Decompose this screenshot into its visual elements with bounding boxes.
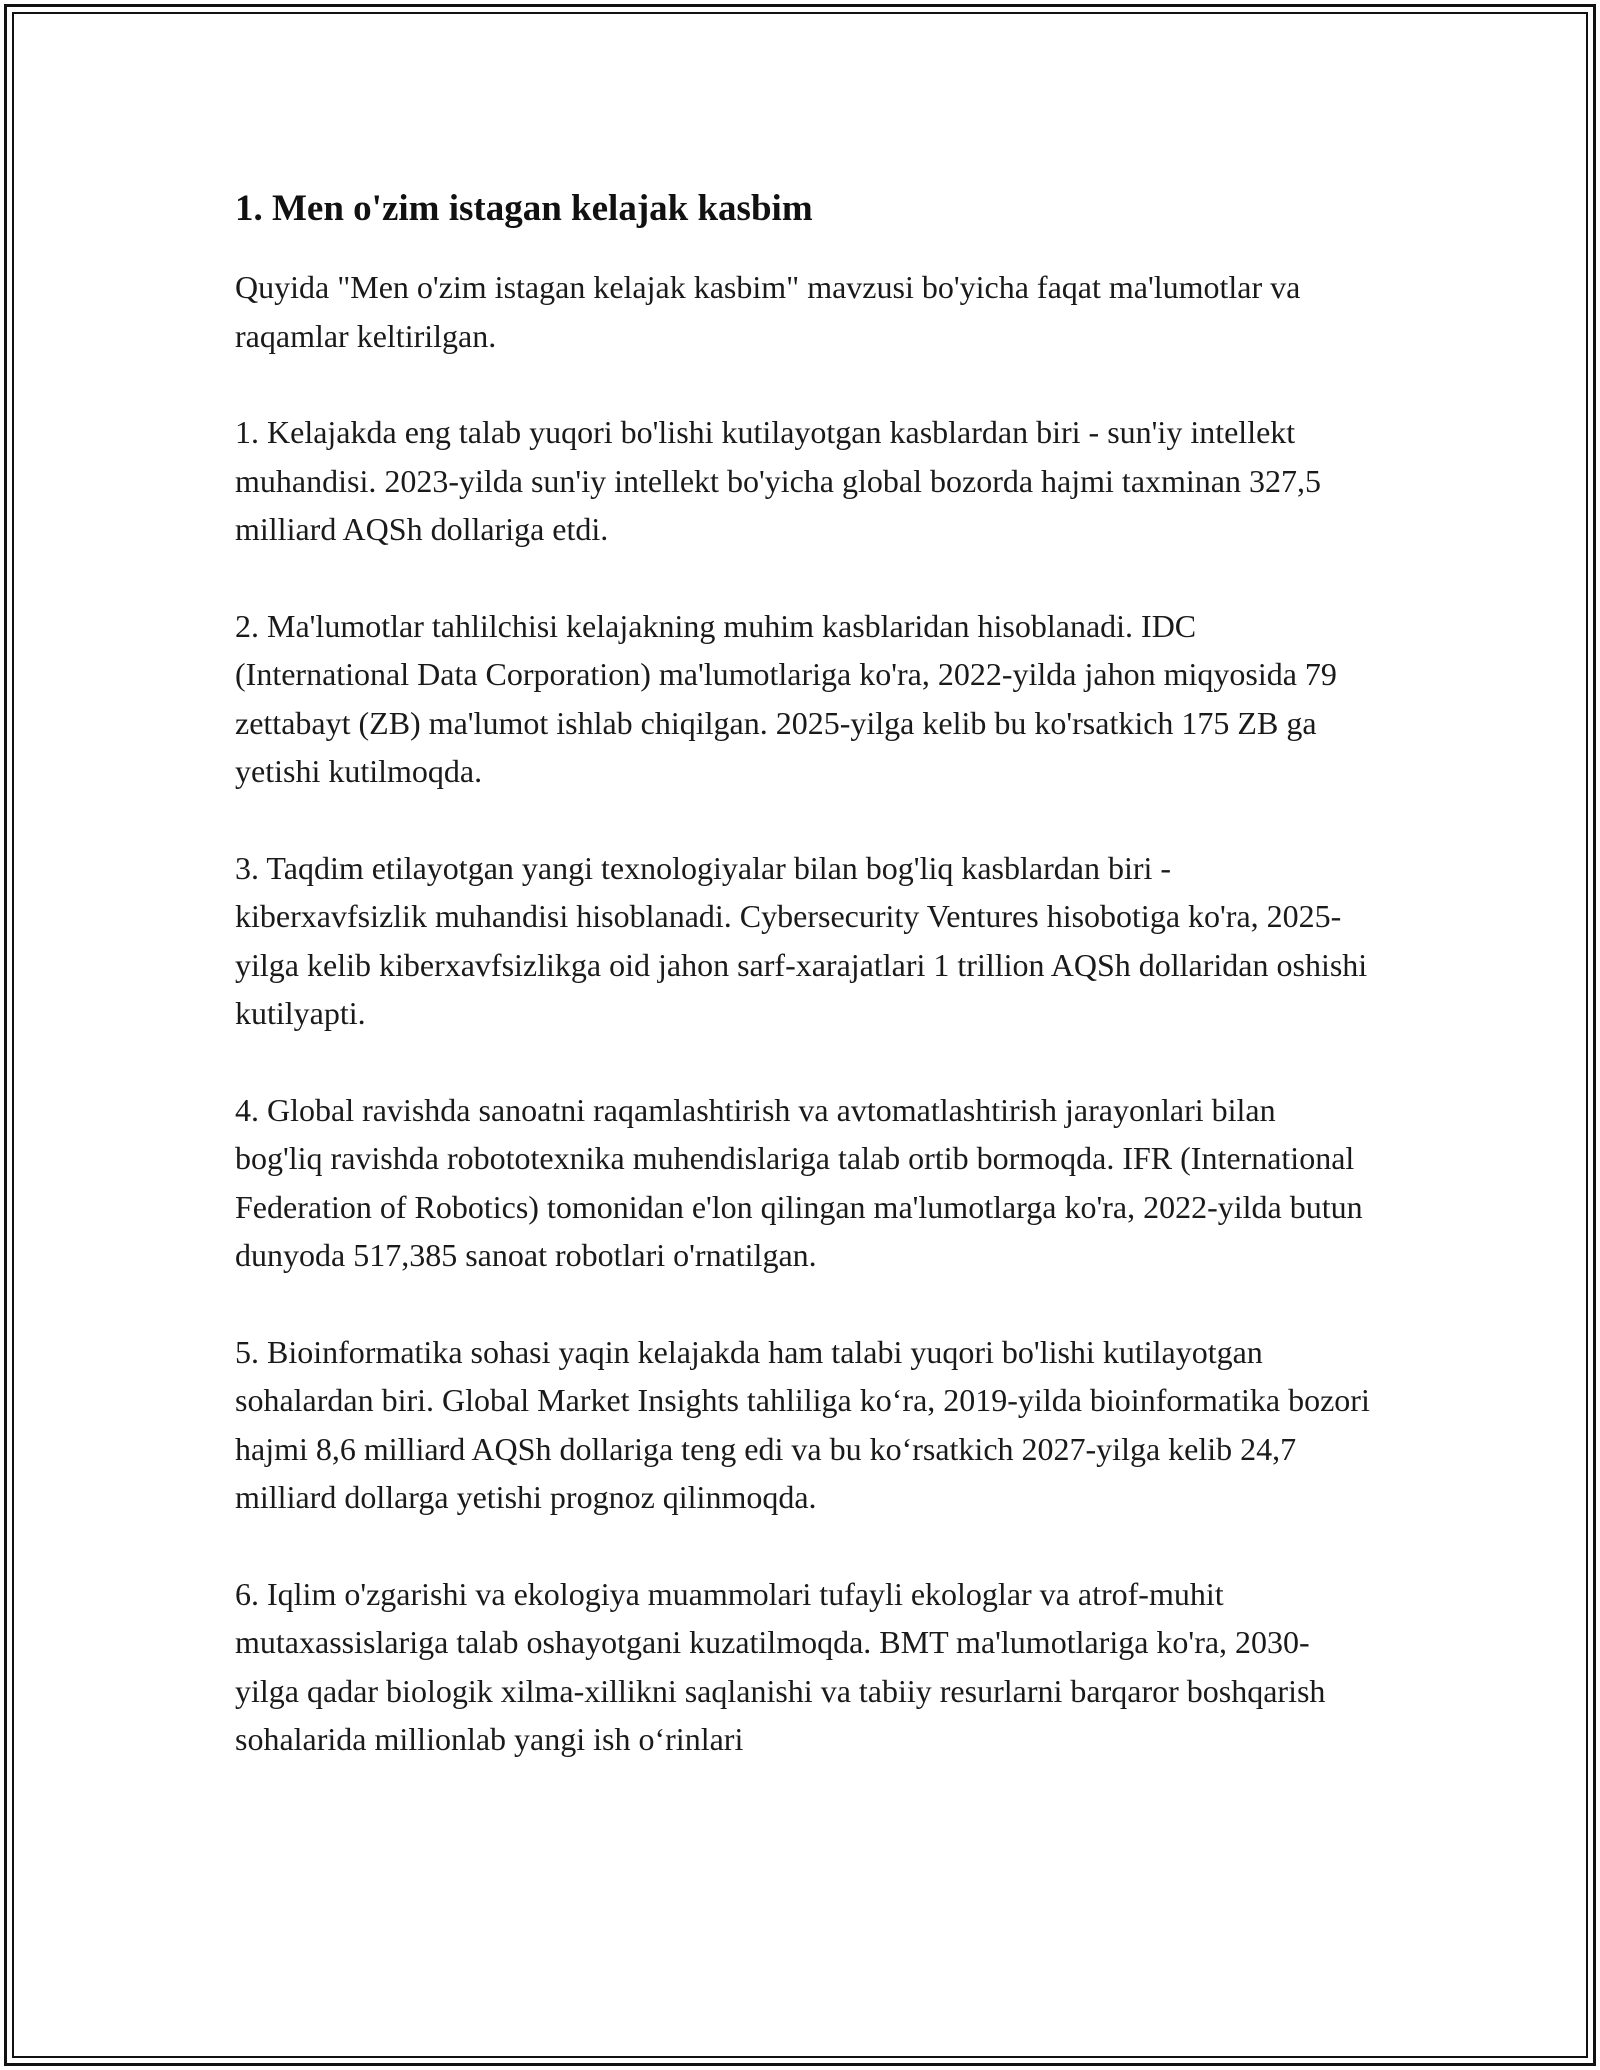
list-item: 4. Global ravishda sanoatni raqamlashtirish va avtomatlashtirish jarayonlari bilan bog'liq ravishda robototexnika muhendislariga talab ortib bormoqda. IFR (International Federation of Robotics) tomonidan e'lon qilingan ma'lumotlarga ko'ra, 2022-yilda butun dunyoda 517,385 sanoat robotlari o'rnatilgan.	[235, 1091, 1363, 1273]
document-heading: 1. Men o'zim istagan kelajak kasbim	[235, 188, 813, 229]
list-item: 5. Bioinformatika sohasi yaqin kelajakda ham talabi yuqori bo'lishi kutilayotgan sohalardan biri. Global Market Insights tahliliga ko‘ra, 2019-yilda bioinformatika bozori hajmi 8,6 milliard AQSh dollariga teng edi va bu ko‘rsatkich 2027-yilga kelib 24,7 milliard dollarga yetishi prognoz qilinmoqda.	[235, 1333, 1370, 1515]
document-body	[235, 185, 1370, 1812]
list-item: 1. Kelajakda eng talab yuqori bo'lishi kutilayotgan kasblardan biri - sun'iy intellekt muhandisi. 2023-yilda sun'iy intellekt bo'yicha global bozorda hajmi taxminan 327,5 milliard AQSh dollariga etdi.	[235, 414, 1321, 547]
list-item: 3. Taqdim etilayotgan yangi texnologiyalar bilan bog'liq kasblardan biri - kiberxavfsizlik muhandisi hisoblanadi. Cybersecurity Ventures hisobotiga ko'ra, 2025-yilga kelib kiberxavfsizlikga oid jahon sarf-xarajatlari 1 trillion AQSh dollaridan oshishi kutilyapti.	[235, 849, 1368, 1031]
list-item: 2. Ma'lumotlar tahlilchisi kelajakning muhim kasblaridan hisoblanadi. IDC (International Data Corporation) ma'lumotlariga ko'ra, 2022-yilda jahon miqyosida 79 zettabayt (ZB) ma'lumot ishlab chiqilgan. 2025-yilga kelib bu ko'rsatkich 175 ZB ga yetishi kutilmoqda.	[235, 607, 1337, 789]
list-item: 6. Iqlim o'zgarishi va ekologiya muammolari tufayli ekologlar va atrof-muhit mutaxassislariga talab oshayotgani kuzatilmoqda. BMT ma'lumotlariga ko'ra, 2030-yilga qadar biologik xilma-xillikni saqlanishi va tabiiy resurlarni barqaror boshqarish sohalarida millionlab yangi ish o‘rinlari	[235, 1575, 1326, 1757]
intro-paragraph: Quyida "Men o'zim istagan kelajak kasbim" mavzusi bo'yicha faqat ma'lumotlar va raqamlar keltirilgan.	[235, 269, 1301, 354]
